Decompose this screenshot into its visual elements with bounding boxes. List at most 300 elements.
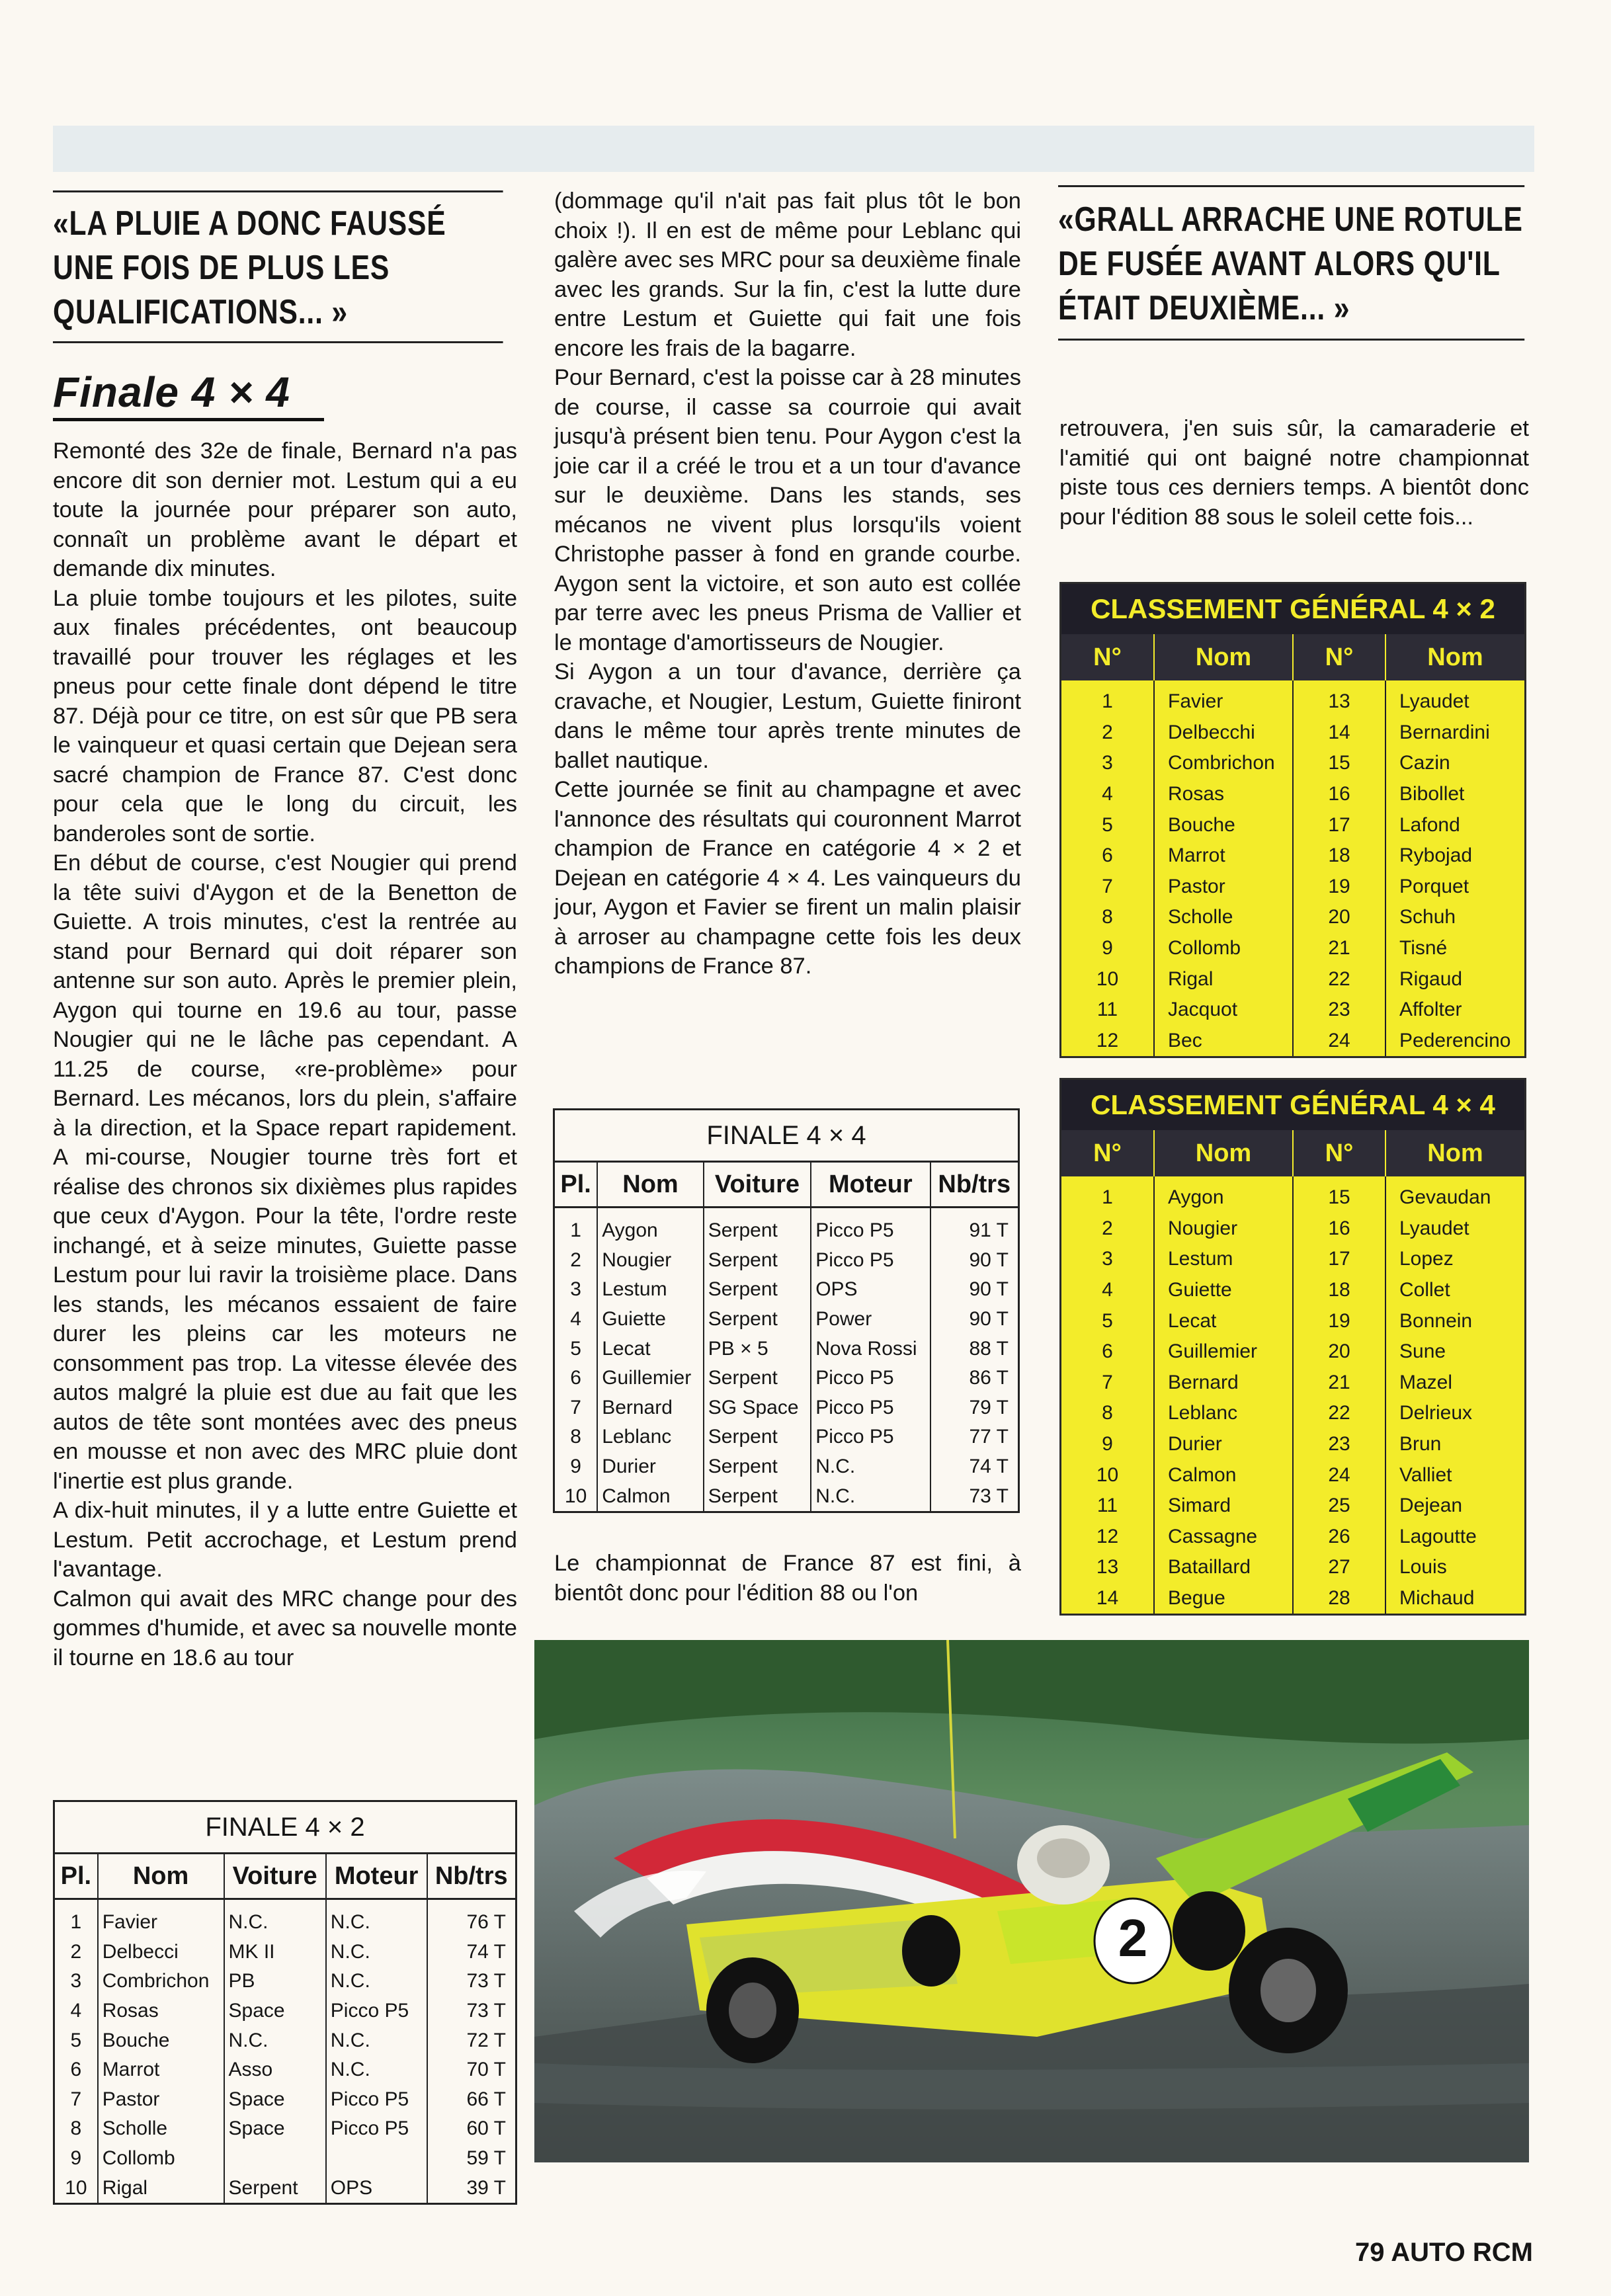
table-cell: 2 <box>1102 721 1113 743</box>
table-cell: Scholle <box>1154 902 1293 933</box>
table-row <box>54 2026 516 2055</box>
table-row <box>1061 680 1524 718</box>
table-cell: 13 <box>1293 680 1385 718</box>
table-cell: Sune <box>1385 1336 1524 1368</box>
table-cell: 76 T <box>427 1899 516 1938</box>
table-cell: Michaud <box>1385 1583 1524 1614</box>
table-cell: 1 <box>570 1219 581 1242</box>
table-cell: Rosas <box>1154 779 1293 810</box>
table-cell: 12 <box>1096 1525 1119 1547</box>
table-cell: Louis <box>1385 1552 1524 1583</box>
table-cell: 25 <box>1293 1491 1385 1522</box>
table-cell: 22 <box>1293 964 1385 995</box>
table-cell: Serpent <box>704 1246 811 1276</box>
table-cell: 5 <box>570 1337 581 1360</box>
table-row <box>1061 779 1524 810</box>
table-row <box>1061 1459 1524 1491</box>
table-cell: 4 <box>1102 1279 1113 1301</box>
table-cell: 8 <box>570 1426 581 1448</box>
article-column-3 <box>1059 414 1529 532</box>
table-cell: Delbecci <box>98 1938 224 1967</box>
table-cell: 70 T <box>427 2055 516 2085</box>
column-header: Nb/trs <box>930 1162 1019 1208</box>
pull-quote-left: «LA PLUIE A DONC FAUSSÉ UNE FOIS DE PLUS LES QUALIFICATIONS... » <box>53 190 503 343</box>
heading-underline <box>53 418 324 421</box>
table-cell: SG Space <box>704 1393 811 1423</box>
table-cell: Leblanc <box>597 1422 704 1452</box>
column-header: Voiture <box>224 1854 326 1899</box>
paragraph: Pour Bernard, c'est la poisse car à 28 minutes de course, il casse sa courroie qui avait jusqu'à présent bien tenu. Pour Aygon c'est la joie car il a créé le trou et a un tour d'avance sur le deuxième. Dans les stands, ses mécanos ne vivent plus lorsqu'ils voient Christophe passer à fond en grande courbe. Aygon sent la victoire, et son auto est collée par terre avec les pneus Prisma de Vallier et le montage d'amortisseurs de Nougier. <box>554 365 1021 655</box>
table-cell: 11 <box>1096 1495 1118 1517</box>
column-header: Nom <box>98 1854 224 1899</box>
table-cell: Lafond <box>1385 809 1524 840</box>
table-cell: N.C. <box>811 1481 930 1512</box>
table-cell: 18 <box>1293 1275 1385 1306</box>
table-cell: 74 T <box>930 1452 1019 1482</box>
table-cell: Picco P5 <box>326 2114 427 2144</box>
table-cell: Lopez <box>1385 1244 1524 1275</box>
table-cell: Collomb <box>1154 933 1293 964</box>
column-header: Pl. <box>54 1854 98 1899</box>
table-cell: 66 T <box>427 2085 516 2115</box>
table-cell: Marrot <box>1154 840 1293 872</box>
table-cell: Favier <box>1154 680 1293 718</box>
table-cell: Nougier <box>597 1246 704 1276</box>
table-cell: Picco P5 <box>811 1364 930 1393</box>
table-cell: 86 T <box>930 1364 1019 1393</box>
table-row <box>54 1938 516 1967</box>
table-cell: Picco P5 <box>811 1208 930 1246</box>
table-cell: Serpent <box>704 1364 811 1393</box>
table-cell: Cazin <box>1385 748 1524 779</box>
paragraph: La pluie tombe toujours et les pilotes, suite aux finales précédentes, ont beaucoup travaillé pour trouver les réglages et les pneus pour cette finale dont dépend le titre 87. Déjà pour ce titre, on est sûr que PB sera le vainqueur et quasi certain que Dejean sera sacré champion de France 87. C'est donc pour cela que le long du circuit, les banderoles sont de sortie. <box>53 585 517 846</box>
column-header: Nb/trs <box>427 1854 516 1899</box>
table-cell: Scholle <box>98 2114 224 2144</box>
table-cell: 10 <box>564 1485 587 1507</box>
table-cell: 8 <box>1102 1402 1113 1424</box>
table-cell: OPS <box>326 2173 427 2203</box>
table-cell: 20 <box>1293 902 1385 933</box>
table-row <box>54 1967 516 1996</box>
table-cell: 1 <box>1102 690 1113 713</box>
table-row <box>54 2114 516 2144</box>
table-cell: 91 T <box>930 1208 1019 1246</box>
table-cell: 14 <box>1293 718 1385 749</box>
table-cell: Picco P5 <box>811 1422 930 1452</box>
table-cell: 7 <box>1102 1371 1113 1393</box>
table-row <box>554 1334 1019 1364</box>
column-header: Nom <box>1154 1130 1293 1176</box>
table-cell: 5 <box>1102 813 1113 836</box>
table-cell: 24 <box>1293 1459 1385 1491</box>
table-cell: 22 <box>1293 1398 1385 1429</box>
table-cell: 3 <box>570 1278 581 1301</box>
table-cell: 21 <box>1293 933 1385 964</box>
table-cell: 9 <box>570 1456 581 1478</box>
race-car-photo <box>534 1640 1529 2162</box>
table-cell: Rybojad <box>1385 840 1524 872</box>
table-cell: Guiette <box>597 1305 704 1334</box>
table-cell: 23 <box>1293 1429 1385 1460</box>
table-cell: 4 <box>570 1308 581 1331</box>
table-cell: Serpent <box>704 1481 811 1512</box>
table-cell: 88 T <box>930 1334 1019 1364</box>
table-cell: 77 T <box>930 1422 1019 1452</box>
table-cell: Space <box>224 1996 326 2026</box>
table-cell: Delrieux <box>1385 1398 1524 1429</box>
table-cell: N.C. <box>224 1899 326 1938</box>
table-cell: 11 <box>1096 999 1118 1021</box>
table-cell: MK II <box>224 1938 326 1967</box>
table-cell: 19 <box>1293 872 1385 903</box>
column-header: N° <box>1293 634 1385 680</box>
table-cell: 2 <box>1102 1217 1113 1239</box>
table-classement-4x2 <box>1059 582 1526 1058</box>
table-cell: 79 T <box>930 1393 1019 1423</box>
table-cell: N.C. <box>326 1899 427 1938</box>
table-cell: 1 <box>70 1911 82 1934</box>
table-cell: 15 <box>1293 748 1385 779</box>
paragraph: Remonté des 32e de finale, Bernard n'a pas encore dit son dernier mot. Lestum qui a eu toute la journée pour préparer son auto, connaît un problème avant le départ et demande dix minutes. <box>53 438 517 581</box>
col3-text: retrouvera, j'en suis sûr, la camaraderie et l'amitié qui ont baigné notre championnat piste tous ces derniers temps. A bientôt donc pour l'édition 88 sous le soleil cette fois... <box>1059 416 1529 530</box>
table-cell: 5 <box>1102 1309 1113 1332</box>
page-number: 79 <box>1355 2238 1385 2267</box>
table-cell: 6 <box>1102 844 1113 867</box>
table-title: FINALE 4 × 2 <box>54 1801 516 1854</box>
table-cell: PB × 5 <box>704 1334 811 1364</box>
table-cell: 73 T <box>427 1967 516 1996</box>
table-cell: Gevaudan <box>1385 1176 1524 1213</box>
table-cell: N.C. <box>326 1967 427 1996</box>
table-row <box>554 1208 1019 1246</box>
table-cell: 16 <box>1293 1213 1385 1245</box>
table-cell: 7 <box>570 1396 581 1418</box>
table-cell: 17 <box>1293 1244 1385 1275</box>
table-cell: Serpent <box>704 1275 811 1305</box>
table-cell: Affolter <box>1385 995 1524 1026</box>
table-cell: PB <box>224 1967 326 1996</box>
table-cell: 5 <box>70 2029 82 2051</box>
table-row <box>1061 1368 1524 1399</box>
table-cell: Serpent <box>704 1305 811 1334</box>
column-header: Nom <box>1385 634 1524 680</box>
table-cell: Bec <box>1154 1026 1293 1057</box>
table-cell: N.C. <box>811 1452 930 1482</box>
table-row <box>1061 1522 1524 1553</box>
table-cell: Guillemier <box>597 1364 704 1393</box>
table-title: CLASSEMENT GÉNÉRAL 4 × 2 <box>1061 584 1524 634</box>
table-cell: 9 <box>1102 937 1113 960</box>
table-cell: 18 <box>1293 840 1385 872</box>
table-row <box>554 1481 1019 1512</box>
column-header: Moteur <box>811 1162 930 1208</box>
table-cell: Simard <box>1154 1491 1293 1522</box>
table-row <box>554 1364 1019 1393</box>
table-row <box>54 1899 516 1938</box>
table-cell: Picco P5 <box>811 1393 930 1423</box>
article-column-1 <box>53 436 517 1672</box>
table-classement-4x4 <box>1059 1078 1526 1616</box>
table-cell: Calmon <box>1154 1459 1293 1491</box>
table-cell: 6 <box>70 2059 82 2081</box>
table-cell: Bouche <box>98 2026 224 2055</box>
table-cell: 7 <box>70 2088 82 2110</box>
table-row <box>554 1422 1019 1452</box>
column-header: N° <box>1061 634 1154 680</box>
table-cell: Brun <box>1385 1429 1524 1460</box>
table-row <box>54 2173 516 2203</box>
table-row <box>1061 1583 1524 1614</box>
table-row <box>1061 1429 1524 1460</box>
table-cell: Bernard <box>1154 1368 1293 1399</box>
table-finale-4x4 <box>553 1108 1020 1513</box>
article-column-2 <box>554 186 1021 981</box>
table-cell: 12 <box>1096 1029 1119 1051</box>
table-cell: 4 <box>1102 783 1113 805</box>
table-cell: Combrichon <box>98 1967 224 1996</box>
table-row <box>554 1275 1019 1305</box>
table-cell: 2 <box>570 1249 581 1271</box>
column-header: Nom <box>597 1162 704 1208</box>
header-band <box>53 126 1534 172</box>
table-cell: Valliet <box>1385 1459 1524 1491</box>
table-cell: Aygon <box>1154 1176 1293 1213</box>
table-row <box>1061 718 1524 749</box>
table-cell: Mazel <box>1385 1368 1524 1399</box>
table-cell: 10 <box>1096 1463 1119 1486</box>
table-cell: 90 T <box>930 1246 1019 1276</box>
col2-bottom-text: Le championnat de France 87 est fini, à bientôt donc pour l'édition 88 ou l'on <box>554 1551 1021 1606</box>
magazine-name: AUTO RCM <box>1391 2238 1533 2267</box>
table-cell: Marrot <box>98 2055 224 2085</box>
table-cell: 13 <box>1096 1556 1119 1578</box>
table-cell: 10 <box>1096 967 1119 990</box>
table-cell: Favier <box>98 1899 224 1938</box>
table-cell: N.C. <box>224 2026 326 2055</box>
table-cell: 28 <box>1293 1583 1385 1614</box>
table-cell: Bernardini <box>1385 718 1524 749</box>
table-cell: Rigal <box>98 2173 224 2203</box>
table-cell: 60 T <box>427 2114 516 2144</box>
table-row <box>554 1305 1019 1334</box>
table-row <box>1061 1398 1524 1429</box>
table-finale-4x2 <box>53 1800 517 2205</box>
table-cell: Begue <box>1154 1583 1293 1614</box>
table-cell: Calmon <box>597 1481 704 1512</box>
table-cell: 10 <box>65 2176 87 2199</box>
table-cell <box>326 2144 427 2174</box>
column-header: Moteur <box>326 1854 427 1899</box>
table-row <box>54 2055 516 2085</box>
table-cell: 6 <box>570 1367 581 1389</box>
column-header: N° <box>1293 1130 1385 1176</box>
table-cell: Serpent <box>704 1452 811 1482</box>
table-row <box>1061 872 1524 903</box>
table-cell: Pastor <box>1154 872 1293 903</box>
table-cell: Cassagne <box>1154 1522 1293 1553</box>
paragraph: (dommage qu'il n'ait pas fait plus tôt le bon choix !). Il en est de même pour Leblanc qui galère avec ses MRC pour sa deuxième finale avec les grands. Sur la fin, c'est la lutte dure entre Lestum et Guiette qui fait une fois encore les frais de la bagarre. <box>554 188 1021 361</box>
table-cell: 3 <box>70 1970 82 1992</box>
paragraph: Calmon qui avait des MRC change pour des gommes d'humide, et avec sa nouvelle monte il tourne en 18.6 au tour <box>53 1586 517 1670</box>
table-cell: Porquet <box>1385 872 1524 903</box>
table-cell: Collomb <box>98 2144 224 2174</box>
table-cell: OPS <box>811 1275 930 1305</box>
table-cell: Rigaud <box>1385 964 1524 995</box>
table-cell: 73 T <box>427 1996 516 2026</box>
table-cell: Asso <box>224 2055 326 2085</box>
table-cell: 14 <box>1096 1587 1119 1610</box>
table-row <box>1061 1176 1524 1213</box>
table-row <box>1061 1336 1524 1368</box>
table-cell <box>224 2144 326 2174</box>
table-cell: N.C. <box>326 2026 427 2055</box>
table-cell: Lyaudet <box>1385 680 1524 718</box>
table-cell: Bouche <box>1154 809 1293 840</box>
table-row <box>1061 1213 1524 1245</box>
table-row <box>1061 1552 1524 1583</box>
table-cell: 74 T <box>427 1938 516 1967</box>
table-row <box>554 1246 1019 1276</box>
table-cell: Guillemier <box>1154 1336 1293 1368</box>
table-cell: 2 <box>70 1940 82 1963</box>
table-cell: Lestum <box>597 1275 704 1305</box>
table-cell: 6 <box>1102 1340 1113 1363</box>
paragraph: A dix-huit minutes, il y a lutte entre Guiette et Lestum. Petit accrochage, et Lestum prend l'avantage. <box>53 1498 517 1582</box>
table-cell: 3 <box>1102 752 1113 774</box>
table-cell: 3 <box>1102 1248 1113 1270</box>
table-row <box>554 1393 1019 1423</box>
table-row <box>1061 1491 1524 1522</box>
table-cell: Power <box>811 1305 930 1334</box>
table-row <box>1061 748 1524 779</box>
table-row <box>1061 1305 1524 1336</box>
table-cell: Guiette <box>1154 1275 1293 1306</box>
table-cell: Picco P5 <box>811 1246 930 1276</box>
table-cell: Lyaudet <box>1385 1213 1524 1245</box>
race-car-illustration <box>534 1640 1529 2162</box>
car-number: 2 <box>1118 1908 1148 1967</box>
table-cell: Pederencino <box>1385 1026 1524 1057</box>
table-cell: 7 <box>1102 875 1113 897</box>
table-cell: Collet <box>1385 1275 1524 1306</box>
table-row <box>1061 1244 1524 1275</box>
table-cell: 4 <box>70 2000 82 2022</box>
table-cell: Serpent <box>704 1422 811 1452</box>
page-footer <box>1355 2238 1533 2268</box>
table-title: FINALE 4 × 4 <box>554 1110 1019 1162</box>
table-cell: 73 T <box>930 1481 1019 1512</box>
table-row <box>1061 964 1524 995</box>
table-cell: Jacquot <box>1154 995 1293 1026</box>
table-cell: Lestum <box>1154 1244 1293 1275</box>
table-cell: 72 T <box>427 2026 516 2055</box>
table-row <box>1061 933 1524 964</box>
table-cell: 90 T <box>930 1275 1019 1305</box>
table-cell: 27 <box>1293 1552 1385 1583</box>
column-header: Pl. <box>554 1162 598 1208</box>
table-cell: 1 <box>1102 1186 1113 1209</box>
paragraph: En début de course, c'est Nougier qui prend la tête suivi d'Aygon et de la Benetton de Guiette. A trois minutes, c'est la rentrée au stand pour Bernard qui doit réparer son antenne sur son auto. Après le premier plein, Aygon qui tourne en 19.6 au tour, passe Nougier qui ne le lâche pas cependant. A 11.25 de course, «re-problème» pour Bernard. Les mécanos, lors du plein, s'affaire à la direction, et la Space repart rapidement. A mi-course, Nougier tourne très fort et réalise des chronos six dixièmes plus rapides que ceux d'Aygon. Pour la tête, l'ordre reste inchangé, et à seize minutes, Guiette passe Lestum pour lui ravir la troisième place. Dans les stands, les mécanos essaient de faire durer les pleins car les moteurs ne consomment pas trop. La vitesse élevée des autos malgré la pluie est due au fait que les autos de tête sont montées avec des pneus en mousse et non avec des MRC pluie dont l'inertie est plus grande. <box>53 850 517 1494</box>
table-cell: Dejean <box>1385 1491 1524 1522</box>
table-cell: Rosas <box>98 1996 224 2026</box>
table-cell: Delbecchi <box>1154 718 1293 749</box>
table-cell: Bernard <box>597 1393 704 1423</box>
table-cell: 17 <box>1293 809 1385 840</box>
table-cell: Picco P5 <box>326 1996 427 2026</box>
table-cell: Pastor <box>98 2085 224 2115</box>
table-cell: Combrichon <box>1154 748 1293 779</box>
table-cell: 9 <box>70 2147 82 2170</box>
table-cell: Lagoutte <box>1385 1522 1524 1553</box>
table-row <box>1061 1026 1524 1057</box>
table-cell: 26 <box>1293 1522 1385 1553</box>
table-cell: Aygon <box>597 1208 704 1246</box>
table-cell: 20 <box>1293 1336 1385 1368</box>
table-title: CLASSEMENT GÉNÉRAL 4 × 4 <box>1061 1080 1524 1130</box>
article-column-2-bottom <box>554 1549 1021 1608</box>
table-cell: 8 <box>70 2117 82 2140</box>
table-cell: 8 <box>1102 906 1113 928</box>
table-cell: Bonnein <box>1385 1305 1524 1336</box>
table-cell: Bibollet <box>1385 779 1524 810</box>
table-cell: 21 <box>1293 1368 1385 1399</box>
table-cell: 19 <box>1293 1305 1385 1336</box>
table-row <box>1061 809 1524 840</box>
table-cell: 39 T <box>427 2173 516 2203</box>
table-cell: 15 <box>1293 1176 1385 1213</box>
table-cell: Space <box>224 2085 326 2115</box>
table-cell: 23 <box>1293 995 1385 1026</box>
table-cell: 59 T <box>427 2144 516 2174</box>
paragraph: Cette journée se finit au champagne et avec l'annonce des résultats qui couronnent Marrot champion de France en catégorie 4 × 2 et Dejean en catégorie 4 × 4. Les vainqueurs du jour, Aygon et Favier se firent un malin plaisir à arroser au champagne cette fois les deux champions de France 87. <box>554 777 1021 979</box>
table-cell: 24 <box>1293 1026 1385 1057</box>
table-row <box>1061 902 1524 933</box>
table-row <box>54 2144 516 2174</box>
table-cell: N.C. <box>326 1938 427 1967</box>
table-cell: 16 <box>1293 779 1385 810</box>
table-cell: N.C. <box>326 2055 427 2085</box>
table-cell: Rigal <box>1154 964 1293 995</box>
table-cell: Nova Rossi <box>811 1334 930 1364</box>
column-header: Voiture <box>704 1162 811 1208</box>
table-cell: Durier <box>1154 1429 1293 1460</box>
table-cell: Serpent <box>224 2173 326 2203</box>
table-cell: Lecat <box>597 1334 704 1364</box>
table-cell: Bataillard <box>1154 1552 1293 1583</box>
table-cell: Leblanc <box>1154 1398 1293 1429</box>
column-header: Nom <box>1385 1130 1524 1176</box>
table-cell: Schuh <box>1385 902 1524 933</box>
table-row <box>554 1452 1019 1482</box>
table-row <box>1061 995 1524 1026</box>
table-row <box>1061 840 1524 872</box>
table-cell: 90 T <box>930 1305 1019 1334</box>
column-header: N° <box>1061 1130 1154 1176</box>
table-cell: Tisné <box>1385 933 1524 964</box>
section-heading: Finale 4 × 4 <box>53 368 290 417</box>
table-cell: Durier <box>597 1452 704 1482</box>
table-row <box>54 1996 516 2026</box>
table-cell: Lecat <box>1154 1305 1293 1336</box>
table-cell: Picco P5 <box>326 2085 427 2115</box>
pull-quote-right: «GRALL ARRACHE UNE ROTULE DE FUSÉE AVANT ALORS QU'IL ÉTAIT DEUXIÈME... » <box>1058 185 1524 341</box>
table-row <box>1061 1275 1524 1306</box>
table-cell: Serpent <box>704 1208 811 1246</box>
table-cell: Nougier <box>1154 1213 1293 1245</box>
column-header: Nom <box>1154 634 1293 680</box>
table-row <box>54 2085 516 2115</box>
table-cell: Space <box>224 2114 326 2144</box>
